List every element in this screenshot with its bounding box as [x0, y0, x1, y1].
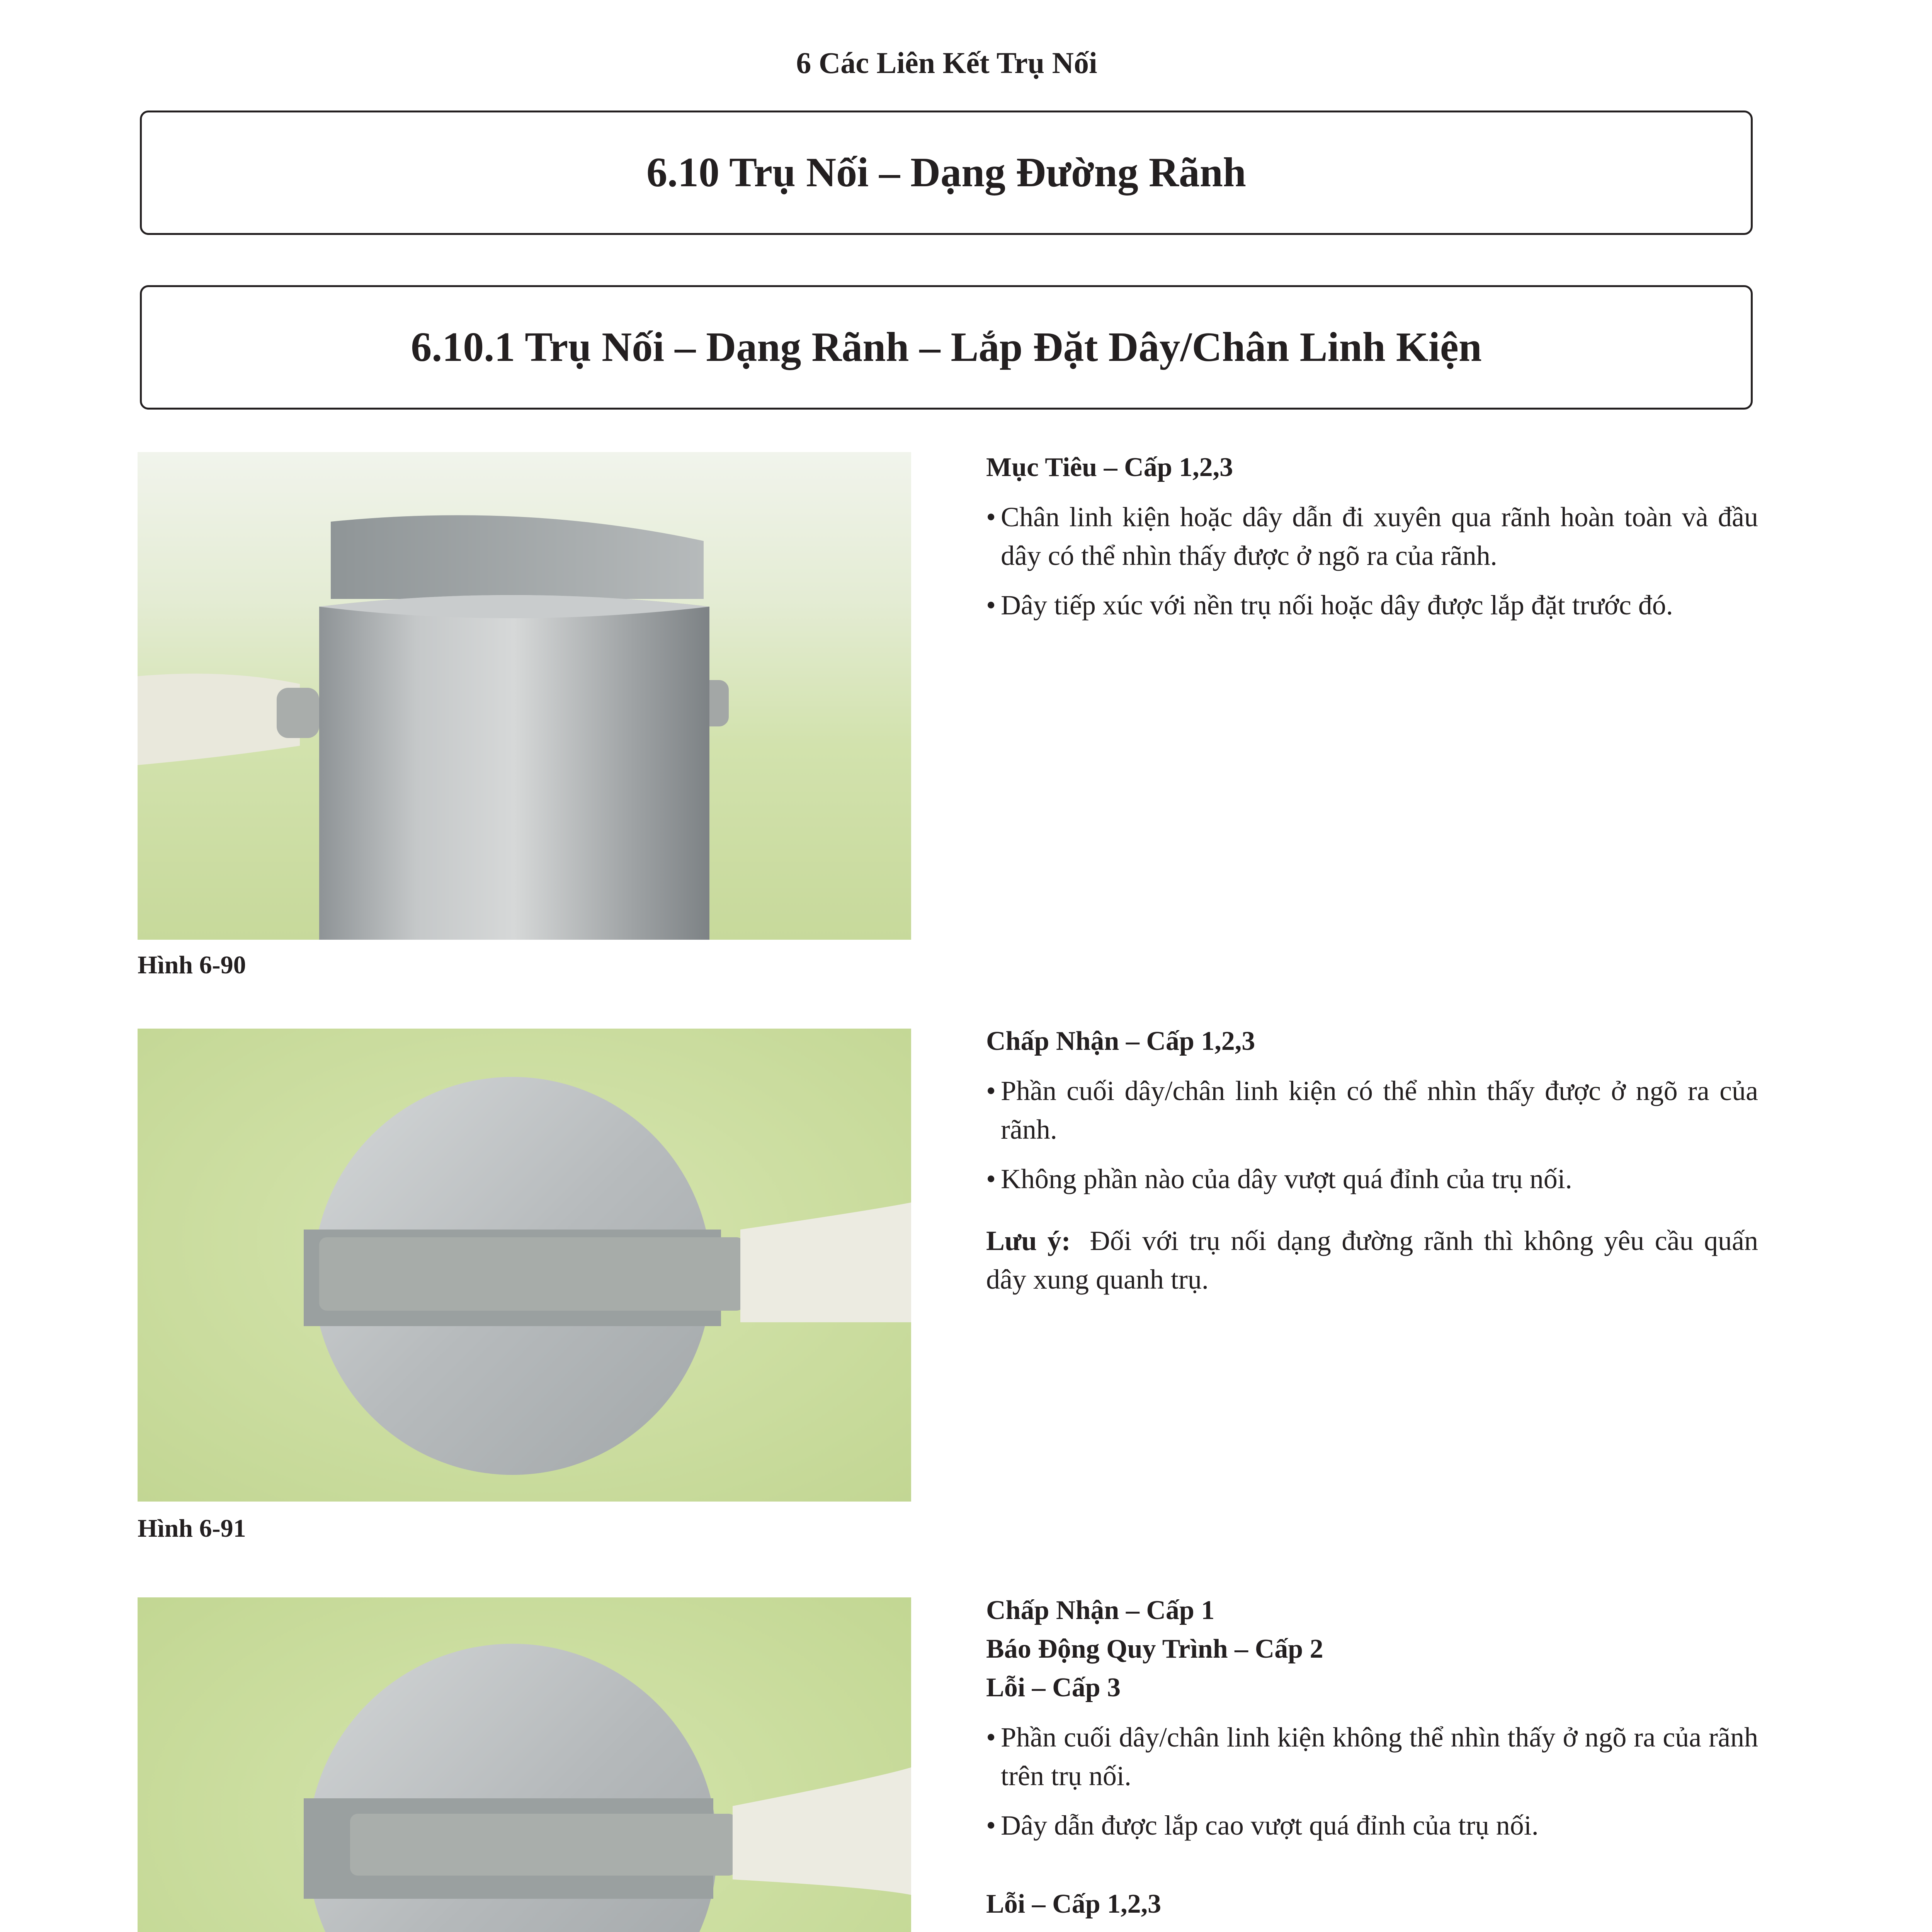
target-heading: Mục Tiêu – Cấp 1,2,3: [986, 452, 1233, 482]
process-indicator-heading: Báo Động Quy Trình – Cấp 2: [986, 1634, 1323, 1664]
subsection-title: 6.10.1 Trụ Nối – Dạng Rãnh – Lắp Đặt Dây/Chân Linh Kiện: [411, 324, 1482, 370]
list-item: • Phần cuối dây/chân linh kiện không thể nhìn thấy ở ngõ ra của rãnh trên trụ nối.: [986, 1722, 1758, 1791]
figure-6-92-photo: [138, 1597, 911, 1932]
figure-6-90-caption: Hình 6-90: [138, 951, 246, 979]
acceptable-class1-heading: Chấp Nhận – Cấp 1: [986, 1595, 1215, 1625]
list-item: • Không phần nào của dây vượt quá đỉnh của trụ nối.: [986, 1163, 1572, 1194]
defect-all-classes-heading: Lỗi – Cấp 1,2,3: [986, 1889, 1162, 1919]
list-item: • Dây dẫn được lắp cao vượt quá đỉnh của trụ nối.: [986, 1810, 1539, 1841]
acceptable-block: [986, 1022, 1758, 1299]
note-text: Đối với trụ nối dạng đường rãnh thì không yêu cầu quấn dây xung quanh trụ.: [986, 1225, 1759, 1295]
list-item: • Phần cuối dây/chân linh kiện có thể nhìn thấy được ở ngõ ra của rãnh.: [986, 1075, 1758, 1145]
section-title: 6.10 Trụ Nối – Dạng Đường Rãnh: [646, 150, 1246, 196]
running-head: 6 Các Liên Kết Trụ Nối: [796, 46, 1097, 80]
subsection-title-box: [140, 285, 1753, 410]
figure-6-91-caption: Hình 6-91: [138, 1514, 246, 1543]
acceptable-heading: Chấp Nhận – Cấp 1,2,3: [986, 1026, 1255, 1056]
defect-block: [986, 1591, 1758, 1932]
section-title-box: [140, 111, 1753, 235]
note-label: Lưu ý:: [986, 1225, 1071, 1256]
list-item: • Chân linh kiện hoặc dây dẫn đi xuyên qua rãnh hoàn toàn và đầu dây có thể nhìn thấy được ở ngõ ra của rãnh.: [986, 502, 1758, 571]
note: [986, 1221, 1758, 1299]
list-item: • Dây tiếp xúc với nền trụ nối hoặc dây được lắp đặt trước đó.: [986, 590, 1673, 621]
defect-class3-heading: Lỗi – Cấp 3: [986, 1673, 1121, 1702]
target-block: [986, 448, 1758, 624]
figure-6-90-photo: [138, 452, 911, 940]
figure-6-91-photo: [138, 1029, 911, 1502]
